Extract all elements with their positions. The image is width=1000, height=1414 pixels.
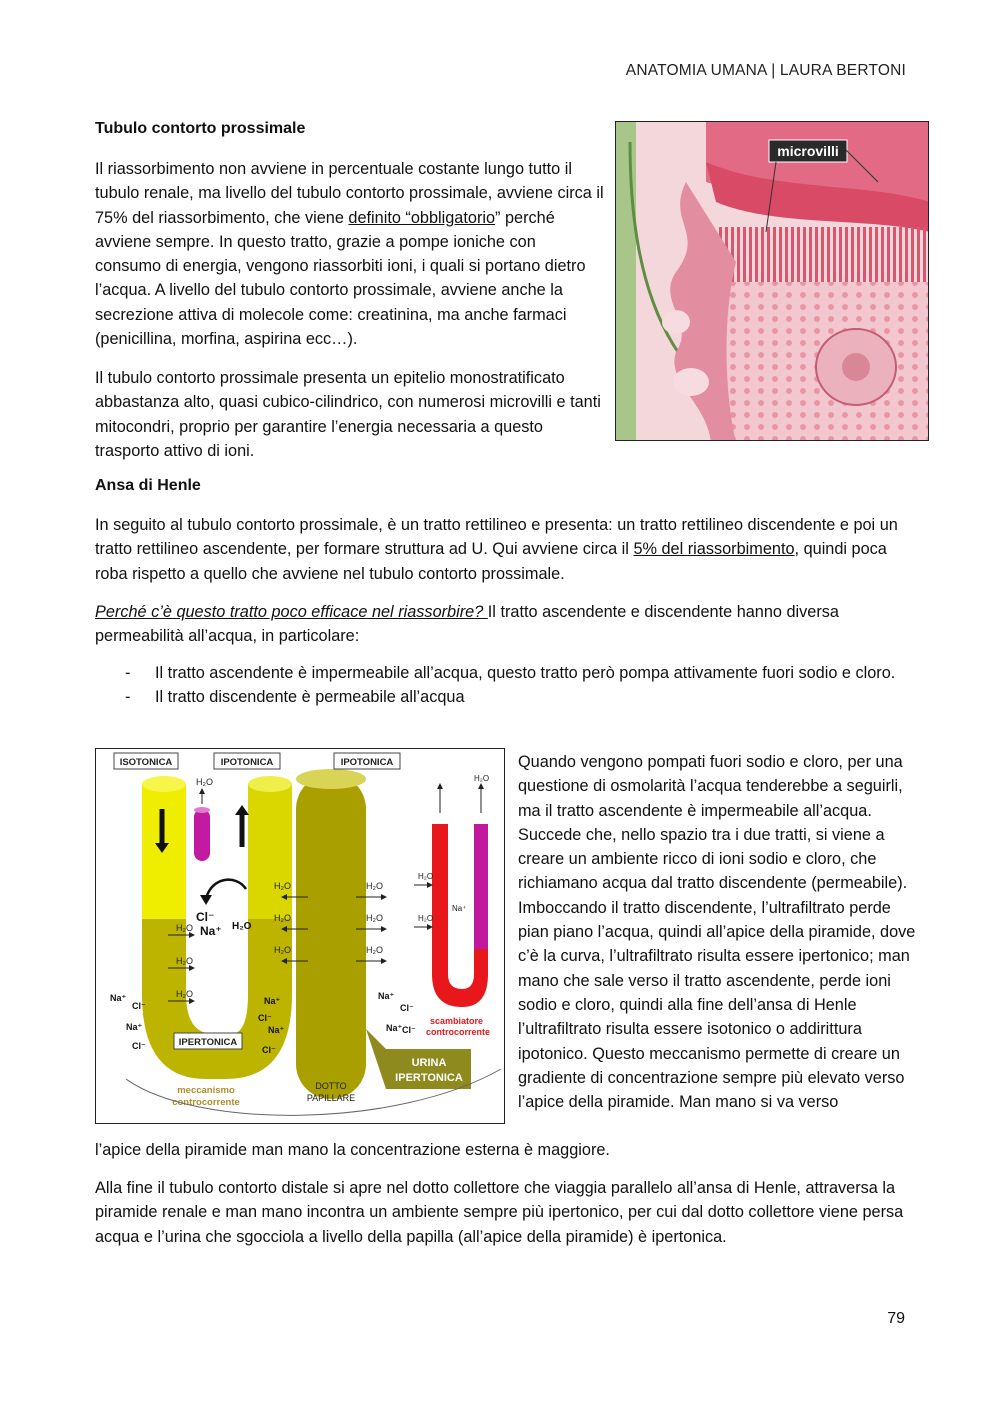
meccanismo-label-2: controcorrente — [172, 1097, 240, 1108]
cl-label: Cl⁻ — [132, 1001, 146, 1011]
na-label: Na⁺ — [126, 1022, 143, 1032]
section-title-ansa: Ansa di Henle — [95, 477, 201, 494]
countercurrent-illustration — [96, 749, 505, 1124]
na-label: Na⁺ — [378, 991, 395, 1001]
h2o-label: H₂O — [274, 945, 291, 955]
na-label: Na⁺ — [110, 993, 127, 1003]
cl-label: Cl⁻ — [262, 1045, 276, 1055]
dotto-label: DOTTO — [315, 1081, 347, 1091]
question-text: Perché c’è questo tratto poco efficace nel riassorbire? — [95, 603, 488, 621]
list-item — [95, 661, 915, 685]
h2o-label: H₂O — [366, 881, 383, 891]
ipertonica-label: IPERTONICA — [178, 1037, 238, 1048]
underlined-text: definito “obbligatorio — [348, 208, 496, 227]
na-label: Na⁺ — [268, 1025, 285, 1035]
paragraph-tubulo-1 — [95, 157, 605, 351]
scambiatore-label-2: controcorrente — [426, 1027, 491, 1037]
na-label: Na⁺ — [386, 1023, 403, 1033]
scambiatore-label: scambiatore — [430, 1016, 484, 1026]
cl-label: Cl⁻ — [402, 1025, 416, 1035]
na-label: Na⁺ — [200, 924, 222, 938]
urina-label-2: IPERTONICA — [395, 1072, 463, 1084]
ipotonica-label-1: IPOTONICA — [220, 757, 274, 768]
dotto-label-2: PAPILLARE — [306, 1093, 356, 1103]
paragraph-tubulo-2: Il tubulo contorto prossimale presenta un epitelio monostratificato abbastanza alto, quasi cubico-cilindrico, con numerosi microvilli e tanti mitocondri, proprio per garantire l’energia necessaria a questo trasporto attivo di ioni. — [95, 369, 601, 460]
meccanismo-label: meccanismo — [177, 1085, 235, 1096]
h2o-label: H₂O — [196, 777, 213, 787]
paragraph-ansa-4: Alla fine il tubulo contorto distale si apre nel dotto collettore che viaggia parallelo all’ansa di Henle, attraversa la piramide renale e man mano incontra un ambiente sempre più ipertonico, per cui dal dotto collettore viene persa acqua e l’urina che sgocciola a livello della papilla (all’apice della piramide) è ipertonica. — [95, 1179, 904, 1246]
h2o-label: H₂O — [474, 774, 490, 783]
paragraph-text: In seguito al tubulo contorto prossimale, è un tratto rettilineo e presenta: un tratto rettilineo discendente e poi un tratto rettilineo ascendente, per formare struttura ad U. Qui avviene circa il — [95, 516, 898, 559]
list-item — [95, 685, 915, 709]
h2o-label: H₂O — [274, 881, 291, 891]
countercurrent-diagram — [95, 748, 505, 1124]
h2o-label: H₂O — [176, 956, 193, 966]
h2o-label: H₂O — [366, 945, 383, 955]
paragraph-text: ” perché avviene sempre. In questo tratto, grazie a pompe ioniche con consumo di energia, vengono riassorbiti ioni, i quali si portano dietro l’acqua. A livello del tubulo contorto prossimale, avviene anche la secrezione attiva di molecole come: creatinina, ma anche farmaci (penicillina, morfina, aspirina ecc…). — [95, 208, 586, 349]
paragraph-ansa-3: Quando vengono pompati fuori sodio e cloro, per una questione di osmolarità l’acqua tenderebbe a seguirli, ma il tratto ascendente è impermeabile all’acqua. Succede che, nello spazio tra i due tratti, si viene a creare un ambiente ricco di ioni sodio e cloro, che richiamano acqua dal tratto discendente (permeabile). Imboccando il tratto discendente, l’ultrafiltrato perde pian piano l’acqua, quindi all’apice della piramide, dove c’è la curva, l’ultrafiltrato risulta essere ipertonico; man mano che sale verso il tratto ascendente, perde ioni sodio e cloro, quindi alla fine dell’ansa di Henle l’ultrafiltrato risulta essere isotonico o addirittura ipotonico. Questo meccanismo permette di creare un gradiente di concentrazione sempre più elevato verso l’apice della piramide. Man mano si va verso — [518, 753, 916, 1112]
permeability-list — [95, 661, 915, 710]
paragraph-ansa-2 — [95, 600, 915, 649]
microvilli-figure — [615, 121, 929, 441]
list-marker: - — [125, 688, 131, 707]
underlined-text: 5% del riassorbimento — [633, 540, 795, 559]
h2o-label: H₂O — [274, 913, 291, 923]
cl-label: Cl⁻ — [196, 910, 215, 924]
list-item-text: Il tratto discendente è permeabile all’acqua — [155, 688, 465, 707]
na-label: Na⁺ — [452, 904, 467, 913]
running-header: ANATOMIA UMANA | LAURA BERTONI — [625, 62, 906, 79]
h2o-label: H₂O — [366, 913, 383, 923]
microvilli-label: microvilli — [777, 143, 839, 159]
h2o-label: H₂O — [232, 921, 252, 932]
cl-label: Cl⁻ — [400, 1003, 414, 1013]
page-number: 79 — [887, 1310, 905, 1327]
section-title-tubulo: Tubulo contorto prossimale — [95, 120, 306, 137]
na-label: Na⁺ — [264, 996, 281, 1006]
urina-label-1: URINA — [411, 1057, 447, 1069]
paragraph-ansa-1 — [95, 513, 915, 586]
paragraph-text: Il tratto ascendente e discendente hanno diversa permeabilità all’acqua, in particolare: — [95, 603, 839, 646]
cl-label: Cl⁻ — [132, 1041, 146, 1051]
cl-label: Cl⁻ — [258, 1013, 272, 1023]
microvilli-illustration — [616, 122, 929, 441]
h2o-label: H₂O — [176, 989, 193, 999]
h2o-label: H₂O — [418, 872, 434, 881]
paragraph-text: Il riassorbimento non avviene in percentuale costante lungo tutto il tubulo renale, ma livello del tubulo contorto prossimale, avviene circa il 75% del riassorbimento, che viene — [95, 160, 604, 227]
h2o-label: H₂O — [418, 914, 434, 923]
ipotonica-label-2: IPOTONICA — [340, 757, 394, 768]
list-item-text: Il tratto ascendente è impermeabile all’acqua, questo tratto però pompa attivamente fuori sodio e cloro. — [155, 664, 896, 682]
paragraph-ansa-3-tail: l’apice della piramide man mano la concentrazione esterna è maggiore. — [95, 1141, 610, 1159]
isotonica-label: ISOTONICA — [119, 757, 173, 768]
list-marker: - — [125, 664, 131, 682]
paragraph-text: , quindi poca roba rispetto a quello che avviene nel tubulo contorto prossimale. — [95, 540, 887, 583]
h2o-label: H₂O — [176, 923, 193, 933]
